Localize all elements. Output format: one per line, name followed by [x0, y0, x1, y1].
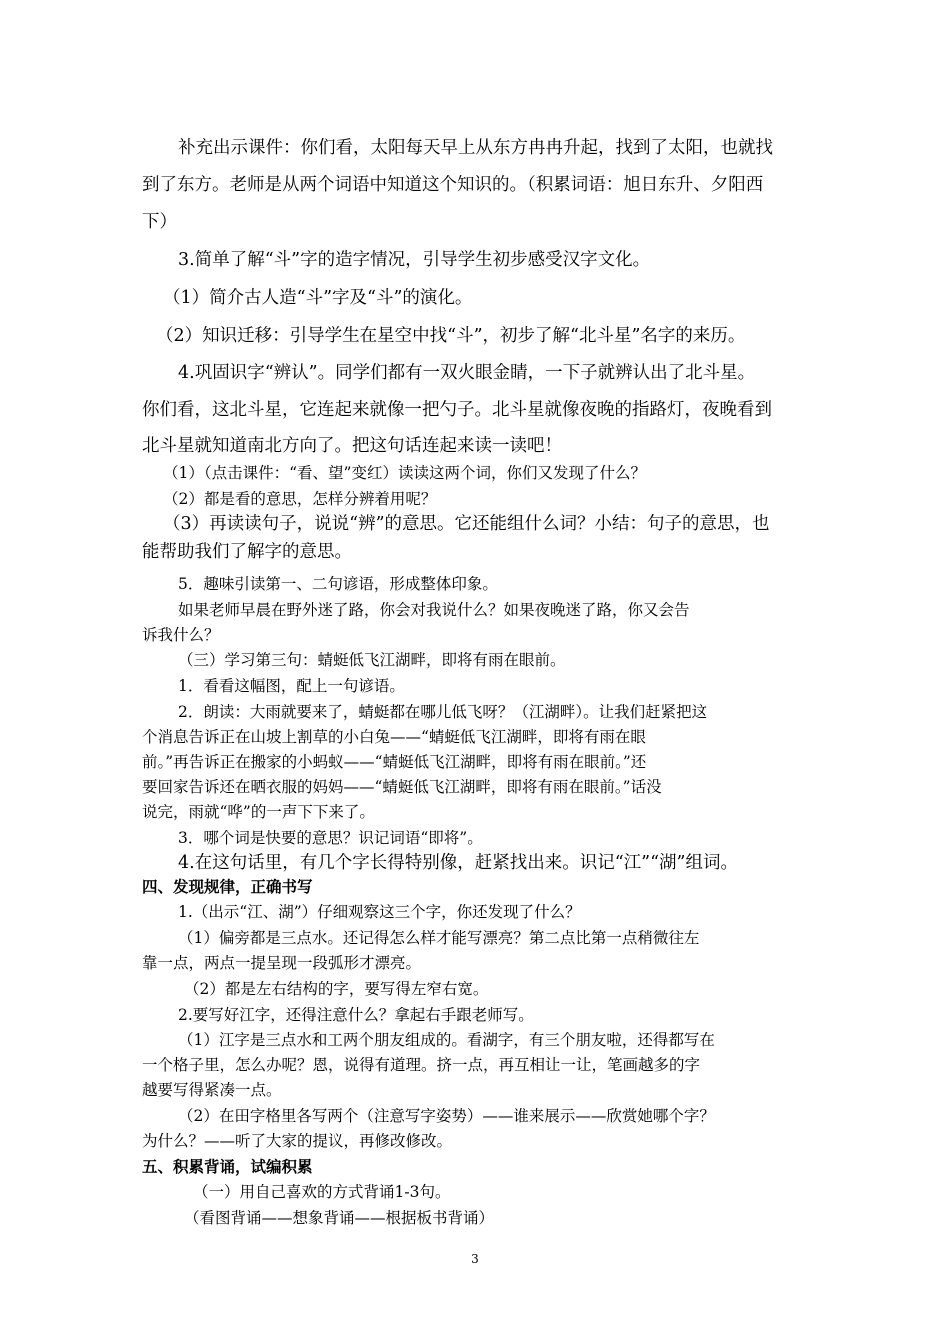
text-line: 补充出示课件：你们看，太阳每天早上从东方冉冉升起，找到了太阳，也就找	[178, 138, 773, 158]
section-heading: 四、发现规律，正确书写	[142, 877, 313, 896]
text-line: （1）江字是三点水和工两个朋友组成的。看湖字，有三个朋友啦，还得都写在	[178, 1031, 715, 1049]
text-line: 诉我什么？	[142, 626, 220, 644]
text-line: 为什么？——听了大家的提议，再修改修改。	[142, 1132, 453, 1150]
text-line: 5．趣味引读第一、二句谚语，形成整体印象。	[178, 575, 498, 593]
text-line: （一）用自己喜欢的方式背诵1-3句。	[193, 1183, 451, 1201]
text-line: 你们看，这北斗星，它连起来就像一把勺子。北斗星就像夜晚的指路灯，夜晚看到	[142, 400, 772, 420]
text-line: （2）在田字格里各写两个（注意写字姿势）——谁来展示——欣赏她哪个字？	[178, 1107, 715, 1125]
text-line: （2）都是左右结构的字，要写得左窄右宽。	[184, 980, 489, 998]
section-heading: 五、积累背诵，试编积累	[142, 1157, 313, 1176]
text-line: 要回家告诉还在晒衣服的妈妈——“蜻蜓低飞江湖畔，即将有雨在眼前。”话没	[142, 778, 662, 796]
text-line: 下）	[142, 212, 177, 232]
text-line: （3）再读读句子，说说“辨”的意思。它还能组什么词？小结：句子的意思，也	[163, 514, 770, 534]
text-line: 1.（出示“江、湖”）仔细观察这三个字，你还发现了什么？	[178, 903, 581, 921]
text-line: 个消息告诉正在山坡上割草的小白兔——“蜻蜓低飞江湖畔，即将有雨在眼	[142, 728, 646, 746]
text-line: 前。”再告诉正在搬家的小蚂蚁——“蜻蜓低飞江湖畔，即将有雨在眼前。”还	[142, 753, 647, 771]
text-line: 2.要写好江字，还得注意什么？拿起右手跟老师写。	[178, 1006, 534, 1024]
text-line: 1．看看这幅图，配上一句谚语。	[178, 677, 405, 695]
text-line: 靠一点，两点一提呈现一段弧形才漂亮。	[142, 954, 422, 972]
text-line: （三）学习第三句：蜻蜓低飞江湖畔，即将有雨在眼前。	[178, 651, 566, 669]
text-line: （1）简介古人造“斗”字及“斗”的演化。	[163, 288, 473, 308]
text-line: （1）（点击课件：“看、望”变红）读读这两个词，你们又发现了什么？	[163, 464, 646, 482]
text-line: 4.巩固识字“辨认”。同学们都有一双火眼金睛，一下子就辨认出了北斗星。	[178, 363, 756, 383]
text-line: 3．哪个词是快要的意思？识记词语“即将”。	[178, 829, 483, 847]
text-line: （2）都是看的意思，怎样分辨着用呢？	[163, 490, 437, 508]
text-line: 越要写得紧凑一点。	[142, 1081, 282, 1099]
text-line: 4.在这句话里，有几个字长得特别像，赶紧找出来。识记“江”“湖”组词。	[178, 853, 738, 873]
page-number: 3	[471, 1252, 479, 1266]
text-line: （1）偏旁都是三点水。还记得怎么样才能写漂亮？第二点比第一点稍微往左	[178, 929, 700, 947]
text-line: 北斗星就知道南北方向了。把这句话连起来读一读吧！	[142, 436, 562, 456]
text-line: 说完，雨就“哗”的一声下下来了。	[142, 803, 375, 821]
text-line: 3.简单了解“斗”字的造字情况，引导学生初步感受汉字文化。	[178, 250, 651, 270]
text-line: 如果老师早晨在野外迷了路，你会对我说什么？如果夜晚迷了路，你又会告	[178, 601, 690, 619]
text-line: （2）知识迁移：引导学生在星空中找“斗”，初步了解“北斗星”名字的来历。	[156, 326, 746, 346]
text-line: 2．朗读：大雨就要来了，蜻蜓都在哪儿低飞呀？（江湖畔）。让我们赶紧把这	[178, 703, 708, 721]
text-line: 一个格子里，怎么办呢？恩，说得有道理。挤一点，再互相让一让，笔画越多的字	[142, 1056, 701, 1074]
text-line: 到了东方。老师是从两个词语中知道这个知识的。（积累词语：旭日东升、夕阳西	[142, 175, 764, 195]
text-line: （看图背诵——想象背诵——根据板书背诵）	[184, 1209, 495, 1227]
text-line: 能帮助我们了解字的意思。	[142, 542, 352, 562]
